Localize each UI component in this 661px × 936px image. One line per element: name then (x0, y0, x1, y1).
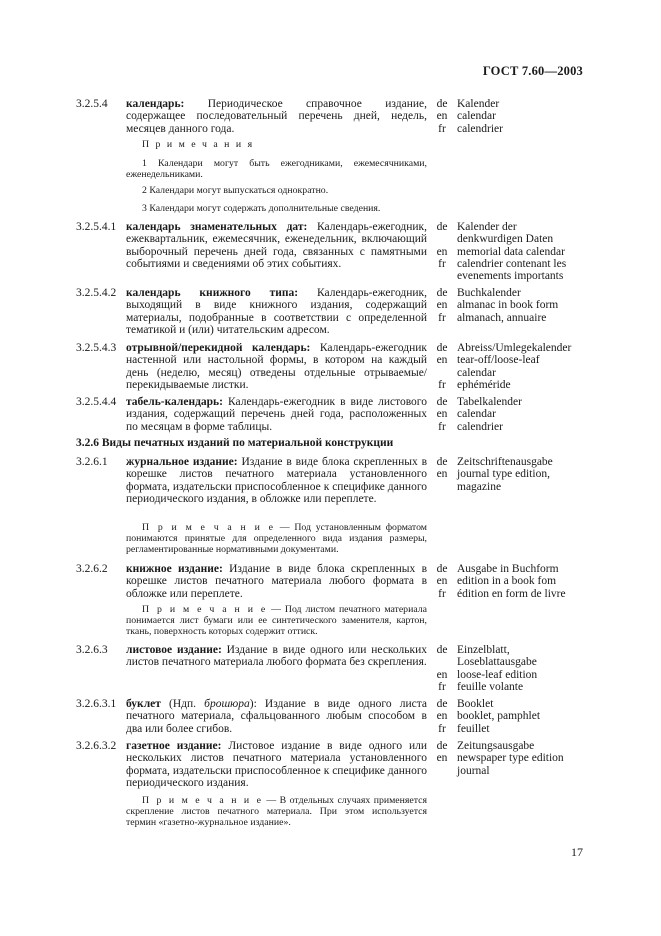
entry-number: 3.2.6.3.2 (76, 740, 117, 752)
entry-definition: календарь книжного типа: Календарь-ежегодник, выходящий в виде книжного издания, содержащий материалы, подобранные в соответствии с определенной тематикой и (или) читательским адресом. (126, 287, 427, 336)
note-text: 2 Календари могут выпускаться однократно. (142, 185, 329, 196)
entry-term: книжное издание: (126, 563, 223, 575)
entry-term: календарь знаменательных дат: (126, 221, 308, 233)
entry-definition: книжное издание: Издание в виде блока скрепленных в корешке листов печатного материала любого формата в обложке или переплете. (126, 563, 427, 600)
translations: Zeitungsausgabe newspaper type edition journal (457, 740, 564, 777)
note-text: П р и м е ч а н и е — В отдельных случаях применяется скрепление листов печатного материала. При этом используется термин «газетно-журнальное издание». (126, 795, 428, 828)
translations: Kalender der denkwurdigen Daten memorial data calendar calendrier contenant les evenements importants (457, 221, 567, 283)
language-codes: de en fr (436, 221, 448, 270)
entry-number: 3.2.5.4 (76, 98, 108, 110)
entry-number: 3.2.5.4.2 (76, 287, 117, 299)
language-codes: de en fr (436, 396, 448, 433)
entry-definition: календарь знаменательных дат: Календарь-ежегодник, ежеквартальник, ежемесячник, еженедельник, включающий выборочный перечень дней года, связанных с памятными событиями и сведениями об этих событиях. (126, 221, 427, 270)
entry-definition: календарь: Периодическое справочное издание, содержащее последовательный перечень дней, недель, месяцев данного года. (126, 98, 427, 135)
language-codes: de en fr (436, 287, 448, 324)
entry-definition: отрывной/перекидной календарь: Календарь-ежегодник настенной или настольной формы, в котором на каждый день (неделю, месяц) отведены отдельные отрываемые/перекидываемые листки. (126, 342, 427, 391)
note-text: 1 Календари могут быть ежегодниками, ежемесячниками, еженедельниками. (126, 158, 427, 180)
entry-term: отрывной/перекидной календарь: (126, 342, 311, 354)
entry-number: 3.2.5.4.1 (76, 221, 117, 233)
entry-term: газетное издание: (126, 740, 222, 752)
entry-term: календарь книжного типа: (126, 287, 299, 299)
note-text: П р и м е ч а н и е — Под листом печатного материала понимается лист бумаги или ее синтетического заменителя, картон, ткань, поверхность которых содержит оттиск. (126, 604, 427, 637)
translations: Kalender calendar calendrier (457, 98, 503, 135)
entry-definition: табель-календарь: Календарь-ежегодник в виде листового издания, содержащий перечень дней года, расположенных по месяцам в форме таблицы. (126, 396, 427, 433)
translations: Buchkalender almanac in book form almanach, annuaire (457, 287, 559, 324)
section-heading: 3.2.6 Виды печатных изданий по материальной конструкции (76, 437, 394, 449)
translations: Einzelblatt, Loseblattausgabe loose-leaf edition feuille volante (457, 644, 538, 693)
language-codes: de en fr (436, 98, 448, 135)
translations: Abreiss/Umlegekalender tear-off/loose-leaf calendar ephéméride (457, 342, 572, 391)
translations: Ausgabe in Buchform edition in a book fom édition en form de livre (457, 563, 566, 600)
entry-definition: буклет (Ндп. брошюра): Издание в виде одного листа печатного материала, сфальцованного любым способом в два или более сгибов. (126, 698, 427, 735)
entry-definition: журнальное издание: Издание в виде блока скрепленных в корешке листов печатного материала установленного формата, издательски приспособленное к специфике данного периодического издания, в обложке или переплете. (126, 456, 427, 505)
language-codes: de en fr (436, 563, 448, 600)
note-text: 3 Календари могут содержать дополнительные сведения. (142, 203, 381, 214)
entry-definition: листовое издание: Издание в виде одного или нескольких листов печатного материала любого формата без скрепления. (126, 644, 428, 669)
translations: Tabelkalender calendar calendrier (457, 396, 522, 433)
entry-number: 3.2.6.3 (76, 644, 108, 656)
language-codes: de en fr (436, 342, 448, 391)
translations: Zeitschriftenausgabe journal type edition, magazine (457, 456, 553, 493)
entry-number: 3.2.6.2 (76, 563, 108, 575)
entry-number: 3.2.5.4.4 (76, 396, 117, 408)
language-codes: de en fr (436, 698, 448, 735)
language-codes: de en fr (436, 644, 448, 693)
entry-definition: газетное издание: Листовое издание в виде одного или нескольких листов печатного материала установленного формата, издательски приспособленное к специфике данного периодического издания. (126, 740, 427, 789)
entry-number: 3.2.6.3.1 (76, 698, 117, 710)
entry-number: 3.2.6.1 (76, 456, 108, 468)
notes-heading: П р и м е ч а н и я (142, 139, 255, 150)
entry-term: календарь: (126, 98, 185, 110)
language-codes: de en (436, 456, 448, 481)
translations: Booklet booklet, pamphlet feuillet (457, 698, 541, 735)
page-number: 17 (571, 845, 583, 859)
entry-term: табель-календарь: (126, 396, 223, 408)
note-text: П р и м е ч а н и е — Под установленным форматом понимаются принятые для определенного вида издания размеры, регламентированные нормативными документами. (126, 522, 427, 555)
document-header: ГОСТ 7.60—2003 (482, 64, 583, 78)
entry-term: журнальное издание: (126, 456, 238, 468)
language-codes: de en (436, 740, 448, 765)
entry-number: 3.2.5.4.3 (76, 342, 117, 354)
entry-term: листовое издание: (126, 644, 222, 656)
entry-term: буклет (126, 698, 161, 710)
